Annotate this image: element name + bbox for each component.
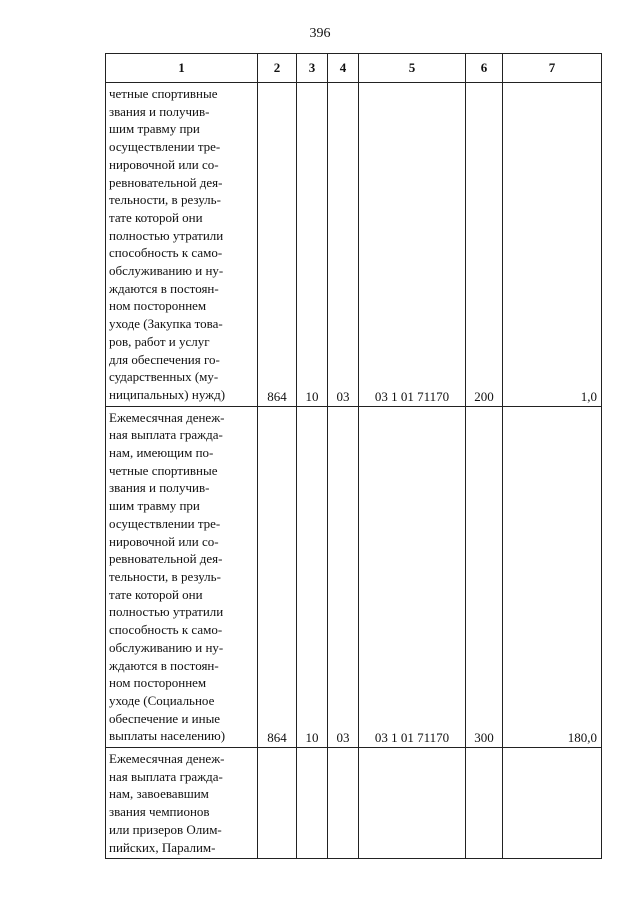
ministry-code: [258, 748, 297, 859]
page-number: 396: [309, 26, 331, 41]
description-line: тельности, в резуль-: [109, 568, 221, 584]
section-code: [297, 748, 328, 859]
description-line: нам, имеющим по-: [109, 445, 214, 461]
description-line: ном постороннем: [109, 675, 207, 691]
target-article-code: 03 1 01 71170: [359, 83, 466, 407]
description-line: звания и получив-: [109, 103, 210, 119]
header-col-2: 2: [258, 54, 297, 83]
description-line: уходе (Закупка това-: [109, 316, 223, 332]
expense-type-code: [466, 748, 503, 859]
description-line: обеспечение и иные: [109, 710, 221, 726]
description-line: тате которой они: [109, 209, 203, 225]
description-line: способность к само-: [109, 245, 223, 261]
description-line: ров, работ и услуг: [109, 333, 210, 349]
header-col-3: 3: [297, 54, 328, 83]
description-line: четные спортивные: [109, 462, 218, 478]
description-line: звания чемпионов: [109, 804, 210, 820]
subsection-code: 03: [328, 83, 359, 407]
description-line: ном постороннем: [109, 298, 207, 314]
description-line: Ежемесячная денеж-: [109, 409, 225, 425]
table-row: [106, 748, 602, 859]
row-description: [106, 406, 258, 747]
description-line: четные спортивные: [109, 86, 218, 101]
description-line: нировочной или со-: [109, 533, 219, 549]
expense-type-code: 200: [466, 83, 503, 407]
header-col-5: 5: [359, 54, 466, 83]
ministry-code: 864: [258, 406, 297, 747]
description-line: уходе (Социальное: [109, 692, 215, 708]
description-line: Ежемесячная денеж-: [109, 751, 225, 767]
section-code: 10: [297, 406, 328, 747]
target-article-code: [359, 748, 466, 859]
description-line: звания и получив-: [109, 480, 210, 496]
header-row: [106, 54, 602, 83]
header-col-7: 7: [503, 54, 602, 83]
description-line: сударственных (му-: [109, 369, 219, 385]
description-line: полностью утратили: [109, 227, 224, 243]
table-row: [106, 83, 602, 407]
description-line: ниципальных) нужд): [109, 386, 226, 402]
description-line: тате которой они: [109, 586, 203, 602]
description-line: полностью утратили: [109, 604, 224, 620]
amount-value: [503, 748, 602, 859]
description-line: обслуживанию и ну-: [109, 263, 224, 279]
description-line: ревновательной дея-: [109, 174, 223, 190]
row-description: [106, 83, 258, 407]
description-line: обслуживанию и ну-: [109, 639, 224, 655]
amount-value: 1,0: [503, 83, 602, 407]
description-line: ждаются в постоян-: [109, 657, 219, 673]
description-line: ждаются в постоян-: [109, 280, 219, 296]
subsection-code: [328, 748, 359, 859]
header-col-4: 4: [328, 54, 359, 83]
description-line: или призеров Олим-: [109, 821, 222, 837]
header-col-1: 1: [106, 54, 258, 83]
description-line: шим травму при: [109, 498, 200, 514]
subsection-code: 03: [328, 406, 359, 747]
ministry-code: 864: [258, 83, 297, 407]
description-line: пийских, Паралим-: [109, 839, 216, 855]
budget-table: [105, 53, 602, 859]
table-row: [106, 406, 602, 747]
description-line: для обеспечения го-: [109, 351, 220, 367]
description-line: ная выплата гражда-: [109, 768, 223, 784]
description-line: шим травму при: [109, 121, 200, 137]
amount-value: 180,0: [503, 406, 602, 747]
description-line: осуществлении тре-: [109, 515, 221, 531]
target-article-code: 03 1 01 71170: [359, 406, 466, 747]
description-line: осуществлении тре-: [109, 139, 221, 155]
description-line: выплаты населению): [109, 728, 226, 744]
description-line: ная выплата гражда-: [109, 427, 223, 443]
description-line: способность к само-: [109, 622, 223, 638]
section-code: 10: [297, 83, 328, 407]
description-line: тельности, в резуль-: [109, 192, 221, 208]
description-line: ревновательной дея-: [109, 551, 223, 567]
header-col-6: 6: [466, 54, 503, 83]
description-line: нировочной или со-: [109, 156, 219, 172]
expense-type-code: 300: [466, 406, 503, 747]
description-line: нам, завоевавшим: [109, 786, 209, 802]
row-description: [106, 748, 258, 859]
